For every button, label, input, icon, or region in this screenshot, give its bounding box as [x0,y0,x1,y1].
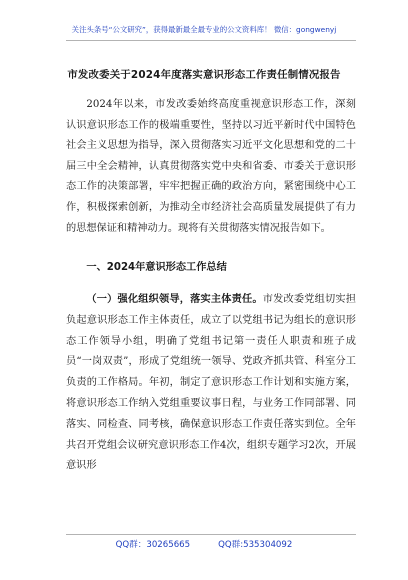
subsection-block [66,290,356,477]
intro-paragraph: 2024年以来，市发改委始终高度重视意识形态工作，深刻认识意识形态工作的极端重要性，坚持以习近平新时代中国特色社会主义思想为指导，深入贯彻落实习近平文化思想和党的二十届三中全会精神，认真贯彻落实党中央和省委、市委关于意识形态工作的决策部署，牢牢把握正确的政治方向，紧密围绕中心工作，积极探索创新，为推动全市经济社会高质量发展提供了有力的思想保证和精神动力。现将有关贯彻落实情况报告如下。 [66,99,356,234]
section-heading: 一、2024年意识形态工作总结 [86,262,227,273]
header-divider [66,40,356,41]
document-title: 市发改委关于2024年度落实意识形态工作责任制情况报告 [67,69,341,81]
footer-divider [66,534,356,535]
subsection-heading: （一）强化组织领导，落实主体责任。 [86,294,263,305]
subsection-body: 市发改委党组切实担负起意识形态工作主体责任，成立了以党组书记为组长的意识形态工作领导小组，明确了党组书记第一责任人职责和班子成员“一岗双责”，形成了党组统一领导、党政齐抓共管、科室分工负责的工作格局。年初，制定了意识形态工作计划和实施方案，将意识形态工作纳入党组重要议事日程，与业务工作同部署、同落实、同检查、同考核，确保意识形态工作责任落实到位。全年共召开党组会议研究意识形态工作4次，组织专题学习2次，开展意识形 [66,294,356,472]
intro-paragraph-block [66,95,356,239]
footer-qq-group-2: QQ群:535304092 [218,540,293,550]
subsection-paragraph [66,290,356,477]
footer-qq-group-1: QQ群：30265665 [115,540,191,550]
header-banner: 关注头条号“公文研究”，获得最新最全最专业的公文资料库！ 微信：gongwenyj [71,25,337,34]
footer [0,538,408,550]
